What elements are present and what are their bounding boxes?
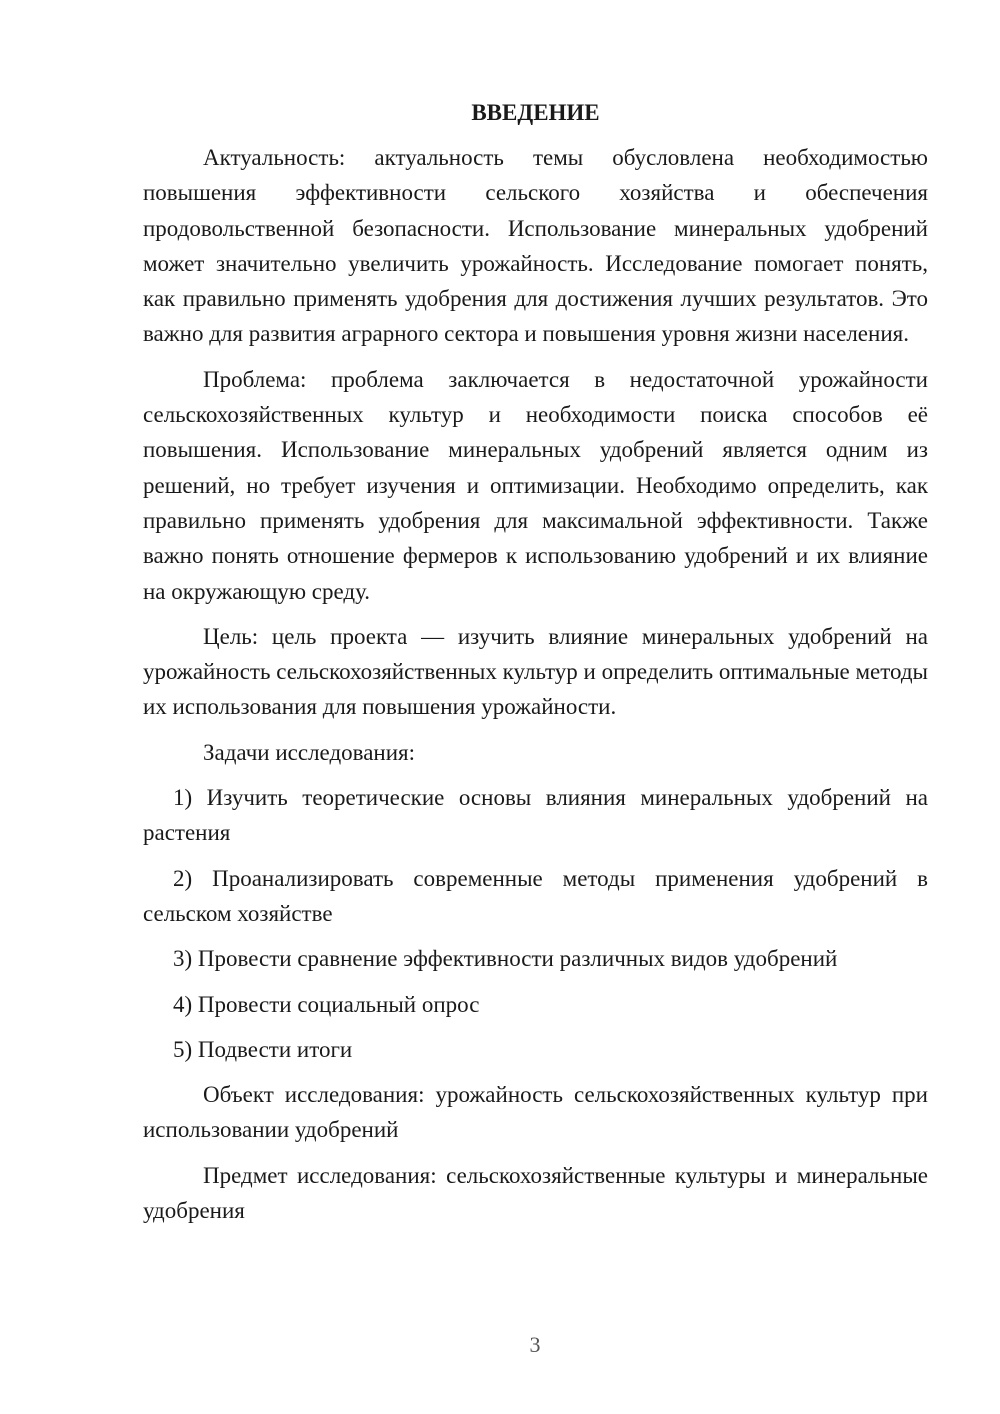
task-item-4: 4) Провести социальный опрос	[173, 991, 480, 1017]
task-item-5: 5) Подвести итоги	[173, 1036, 353, 1062]
problem-paragraph: Проблема: проблема заключается в недостаточной урожайности сельскохозяйственных культур и необходимости поиска способов её повышения. Использование минеральных удобрений является одним из решений, но требует изучения и оптимизации. Необходимо определить, как правильно применять удобрения для максимальной эффективности. Также важно понять отношение фермеров к использованию удобрений и их влияние на окружающую среду.	[143, 366, 928, 604]
goal-paragraph: Цель: цель проекта — изучить влияние минеральных удобрений на урожайность сельскохозяйственных культур и определить оптимальные методы их использования для повышения урожайности.	[143, 623, 928, 720]
task-item-2: 2) Проанализировать современные методы применения удобрений в сельском хозяйстве	[143, 865, 928, 926]
task-item-1: 1) Изучить теоретические основы влияния минеральных удобрений на растения	[143, 785, 928, 846]
tasks-heading: Задачи исследования:	[203, 739, 416, 765]
object-paragraph: Объект исследования: урожайность сельскохозяйственных культур при использовании удобрений	[143, 1082, 928, 1143]
subject-paragraph: Предмет исследования: сельскохозяйственные культуры и минеральные удобрения	[143, 1162, 928, 1224]
relevance-paragraph: Актуальность: актуальность темы обусловлена необходимостью повышения эффективности сельского хозяйства и обеспечения продовольственной безопасности. Использование минеральных удобрений может значительно увеличить урожайность. Исследование помогает понять, как правильно применять удобрения для достижения лучших результатов. Это важно для развития аграрного сектора и повышения уровня жизни населения.	[143, 145, 928, 347]
page-content	[143, 95, 928, 1228]
task-item-3: 3) Провести сравнение эффективности различных видов удобрений	[173, 946, 838, 972]
page-number: 3	[529, 1332, 541, 1357]
page-title: ВВЕДЕНИЕ	[471, 100, 600, 125]
